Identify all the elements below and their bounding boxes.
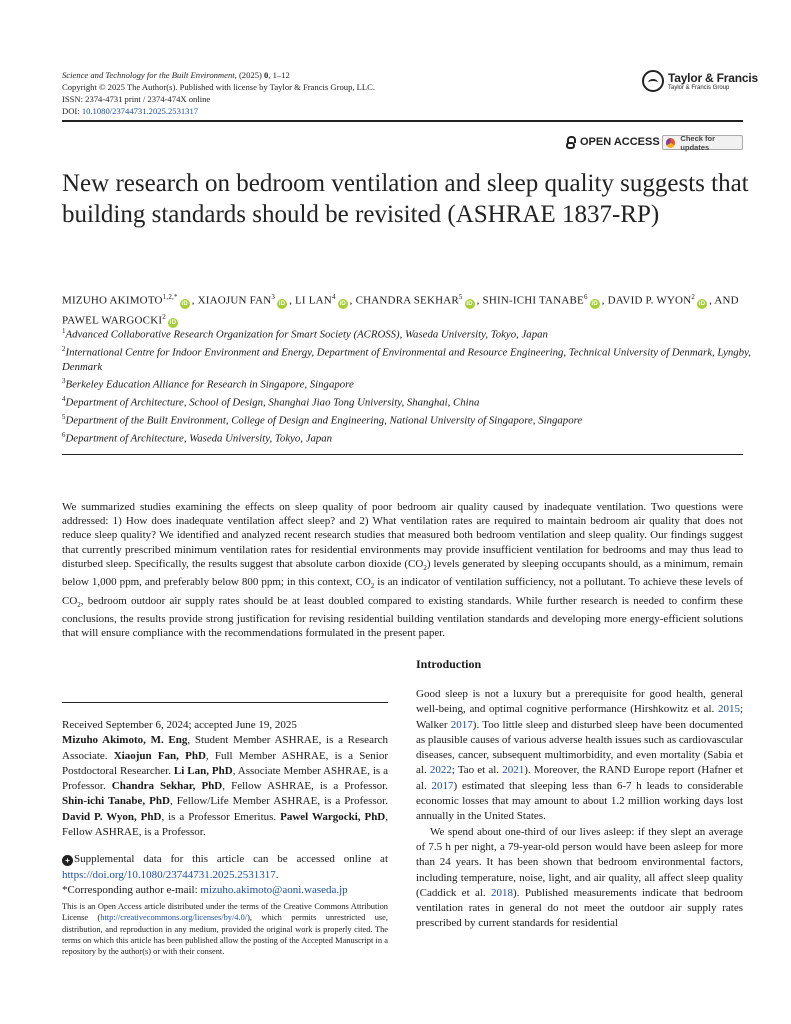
- body-text: We spend about one-third of our lives asleep: if they slept an average of 7.5 h per night, a 79-year-old person would have been asleep for more than 24 years. It has been shown that bedroom environmental factors, including temperature, noise, light, and air quality, all affect sleep quality (Caddick et al.: [416, 825, 743, 899]
- subscript-2: 2: [370, 582, 375, 591]
- subscript-2: 2: [77, 600, 81, 609]
- subscript-2: 2: [423, 564, 427, 572]
- author-affiliation-marker: 2: [691, 293, 696, 301]
- check-for-updates-button[interactable]: [662, 135, 743, 150]
- license-link[interactable]: http://creativecommons.org/licenses/by/4.0/: [100, 913, 248, 923]
- affiliations: [62, 324, 752, 446]
- citation-year-link[interactable]: 2015: [717, 703, 740, 716]
- body-text: Good sleep is not a luxury but a prerequisite for good health, general well-being, and optimal cognitive performance (Hirshkowitz et al.: [416, 688, 743, 716]
- abstract: [62, 500, 743, 640]
- supplemental-text: Supplemental data for this article can be accessed online at: [74, 853, 388, 866]
- bio-text: , Fellow/Life Member ASHRAE, is a Professor.: [169, 795, 388, 808]
- bio-text: , is a Professor Emeritus.: [161, 810, 281, 823]
- bio-text: , Full Member ASHRAE, is a Senior Postdoctoral Researcher.: [62, 749, 388, 777]
- section-heading-introduction: Introduction: [416, 657, 482, 671]
- affiliation-number: 4: [62, 395, 66, 404]
- publisher-name: Taylor & Francis: [668, 71, 758, 85]
- supplemental-link[interactable]: https://doi.org/10.1080/23744731.2025.2531317: [62, 868, 276, 881]
- author-affiliation-marker: 6: [583, 293, 588, 301]
- license-text-1: This is an Open Access article distributed under the terms of the Creative Commons Attribution License (: [62, 902, 388, 923]
- orcid-icon[interactable]: iD: [181, 300, 188, 307]
- open-access-badge: [566, 134, 660, 150]
- affiliation-item: [62, 410, 752, 428]
- supplemental-end: .: [275, 868, 279, 881]
- affiliation-item: [62, 324, 752, 342]
- body-text: ; Tao et al.: [451, 764, 503, 777]
- crossmark-icon: [666, 138, 675, 148]
- body-text: ; Walker: [416, 703, 743, 731]
- author-affiliation-marker: 4: [331, 293, 336, 301]
- affiliation-item: [62, 428, 752, 446]
- affiliation-text: Berkeley Education Alliance for Research in Singapore, Singapore: [65, 379, 354, 391]
- abstract-divider: [62, 454, 743, 455]
- open-lock-icon: [566, 136, 575, 149]
- body-text: ). Moreover, the RAND Europe report (Hafner et al.: [416, 764, 743, 792]
- author-name: MIZUHO AKIMOTO: [62, 294, 163, 307]
- bio-author-name: Xiaojun Fan, PhD: [113, 749, 206, 762]
- abstract-text-4: , bedroom outdoor air supply rates should be at least doubled compared to existing standards. While further research is needed to confirm these conclusions, the results provide strong justification for revising residential building ventilation standards and developing more energy-efficient solutions that will ensure compliance with the recommendations formulated in the present paper.: [62, 594, 743, 640]
- journal-citation: [62, 69, 532, 81]
- bio-text: , Student Member ASHRAE, is a Research Associate.: [62, 734, 388, 762]
- bio-text: , Associate Member ASHRAE, is a Professor.: [62, 764, 388, 793]
- volume: 0: [264, 70, 269, 80]
- article-title: New research on bedroom ventilation and sleep quality suggests that building standards should be revisited (ASHRAE 1837-RP): [62, 170, 749, 228]
- author-affiliation-marker: 2: [162, 312, 166, 321]
- bio-text: , Fellow ASHRAE, is a Professor.: [62, 810, 388, 839]
- author-separator: ,: [191, 294, 198, 307]
- affiliation-number: 2: [62, 345, 66, 353]
- intro-paragraph-2: [416, 825, 743, 932]
- citation-year-link[interactable]: 2017: [450, 718, 473, 731]
- orcid-icon[interactable]: iD: [339, 300, 346, 307]
- copyright-line: Copyright © 2025 The Author(s). Published with license by Taylor & Francis Group, LLC.: [62, 82, 376, 92]
- affiliation-text: Department of the Built Environment, College of Design and Engineering, National University of Singapore, Singapore: [65, 415, 583, 427]
- supplemental-icon: +: [62, 855, 73, 866]
- journal-name: Science and Technology for the Built Environment: [62, 70, 235, 80]
- abstract-text-2: ) levels generated by sleeping occupants should, as a minimum, remain below 1,000 ppm, and preferably below 800 ppm; in this context, CO: [62, 557, 743, 589]
- journal-header: [62, 69, 532, 117]
- license-text-2: ), which permits unrestricted use, distribution, and reproduction in any medium, provided the original work is properly cited. The terms on which this article has been published allow the posting of the Accepted Manuscript in a repository by the author(s) or with their consent.: [62, 913, 388, 957]
- citation-year-link[interactable]: 2021: [502, 764, 525, 777]
- orcid-icon[interactable]: iD: [169, 320, 177, 327]
- affiliation-text: Advanced Collaborative Research Organization for Smart Society (ACROSS), Waseda University, Tokyo, Japan: [65, 328, 548, 341]
- author-name: XIAOJUN FAN: [197, 294, 272, 307]
- author-name: DAVID P. WYON: [607, 294, 692, 307]
- affiliation-number: 5: [62, 413, 66, 422]
- author-name: LI LAN: [295, 294, 332, 307]
- affiliation-number: 3: [62, 377, 66, 386]
- author-name: CHANDRA SEKHAR: [355, 294, 459, 307]
- intro-paragraph-1: [416, 687, 743, 825]
- author-separator: ,: [601, 294, 608, 307]
- introduction-body: [416, 687, 743, 932]
- affiliation-number: 6: [62, 431, 66, 440]
- received-dates: Received September 6, 2024; accepted June 19, 2025: [62, 719, 297, 731]
- body-text: ). Published measurements indicate that bedroom ventilation rates in general do not meet the outdoor air supply rates prescribed by current standards for residential: [416, 886, 744, 930]
- license-note: [62, 901, 388, 957]
- supplemental-note: [62, 852, 388, 883]
- issn-line: ISSN: 2374-4731 print / 2374-474X online: [62, 94, 211, 104]
- header-divider: [62, 120, 743, 122]
- author-separator: ,: [476, 294, 483, 307]
- publisher-group: Taylor & Francis Group: [668, 85, 730, 91]
- affiliation-item: [62, 342, 752, 374]
- affiliation-item: [62, 392, 752, 410]
- check-for-updates-label: Check for updates: [680, 133, 715, 152]
- affiliation-text: International Centre for Indoor Environment and Energy, Department of Environmental and Resource Engineering, Technical University of Denmark, Lyngby, Denmark: [62, 346, 751, 373]
- author-list: [62, 289, 752, 328]
- doi-line: [62, 105, 532, 117]
- doi-link[interactable]: 10.1080/23744731.2025.2531317: [81, 106, 199, 116]
- orcid-icon[interactable]: iD: [591, 300, 598, 307]
- bio-author-name: Pawel Wargocki, PhD: [280, 810, 386, 823]
- corresponding-email-link[interactable]: mizuho.akimoto@aoni.waseda.jp: [200, 883, 348, 896]
- abstract-text-3: is an indicator of ventilation sufficiency, not a pollutant. To achieve these levels of CO: [62, 576, 743, 607]
- abstract-text-1: We summarized studies examining the effects on sleep quality of poor bedroom air quality caused by inadequate ventilation. Two questions were addressed: 1) How does inadequate ventilation affect sleep? and 2) What ventilation rates are required to maintain bedroom air quality that does not reduce sleep quality? We identified and analyzed recent research studies that measured both bedroom ventilation and sleep quality. Our findings suggest that currently prescribed minimum ventilation rates for residential environments may provide insufficient ventilation for bedrooms and may thus lead to disturbed sleep. Specifically, the results suggest that absolute carbon dioxide (CO: [62, 501, 743, 570]
- orcid-icon[interactable]: iD: [466, 300, 473, 307]
- author-separator: ,: [349, 294, 356, 307]
- affiliation-item: [62, 374, 752, 392]
- author-separator: ,: [289, 294, 296, 307]
- affiliation-text: Department of Architecture, Waseda University, Tokyo, Japan: [65, 433, 333, 445]
- citation-year-link[interactable]: 2017: [431, 779, 454, 792]
- body-text: ). Too little sleep and disturbed sleep have been documented as plausible causes of various adverse health issues such as cardiovascular diseases, cancer, subsequent multimorbidity, and even mortality (Sabia et al.: [416, 718, 743, 777]
- article-footnotes: [62, 718, 388, 957]
- author-name: PAWEL WARGOCKI: [62, 314, 163, 327]
- author-name: SHIN-ICHI TANABE: [482, 294, 584, 307]
- corresponding-author: [62, 883, 388, 898]
- orcid-icon[interactable]: iD: [278, 300, 286, 307]
- bio-text: , Fellow ASHRAE, is a Professor.: [222, 780, 388, 793]
- citation-year-link[interactable]: 2018: [491, 886, 514, 899]
- footnote-divider: [62, 702, 388, 703]
- author-separator: , AND: [709, 294, 739, 307]
- taylor-francis-lamp-icon: [642, 70, 664, 92]
- year: , (2025): [234, 70, 264, 80]
- affiliation-text: Department of Architecture, School of Design, Shanghai Jiao Tong University, Shanghai, China: [65, 397, 480, 409]
- open-access-label: OPEN ACCESS: [580, 136, 660, 148]
- bio-author-name: Mizuho Akimoto, M. Eng: [62, 734, 188, 747]
- author-affiliation-marker: 5: [458, 293, 463, 301]
- bio-author-name: Li Lan, PhD: [173, 764, 233, 777]
- pages: , 1–12: [268, 70, 290, 80]
- affiliation-number: 1: [62, 327, 66, 335]
- bio-author-name: David P. Wyon, PhD: [62, 810, 162, 823]
- author-affiliation-marker: 3: [271, 293, 276, 301]
- doi-label: DOI:: [62, 106, 82, 116]
- corresponding-label: *Corresponding author e-mail:: [62, 883, 201, 896]
- bio-author-name: Shin-ichi Tanabe, PhD: [62, 795, 170, 808]
- citation-year-link[interactable]: 2022: [429, 764, 452, 777]
- orcid-icon[interactable]: iD: [698, 300, 706, 307]
- author-biographies: [62, 733, 388, 840]
- author-affiliation-marker: 1,2,*: [162, 293, 178, 301]
- bio-author-name: Chandra Sekhar, PhD: [111, 780, 223, 793]
- publisher-logo: [642, 70, 758, 94]
- body-text: ) estimated that sleeping less than 6-7 h leads to considerable economic losses that may amount to about 1.2 million working days lost annually in the United States.: [416, 779, 743, 823]
